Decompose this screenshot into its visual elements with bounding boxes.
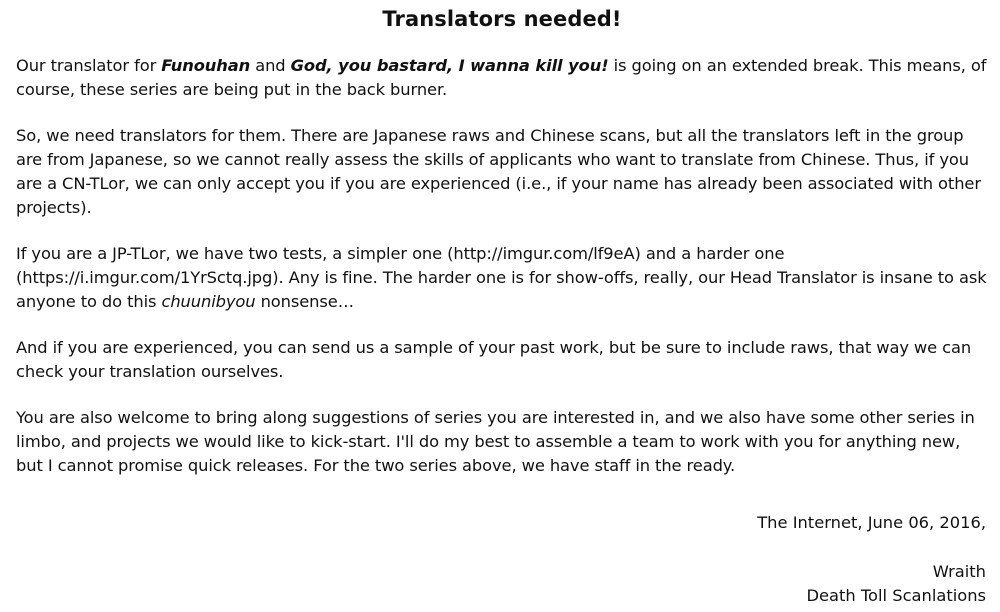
paragraph-text: Our translator for [16, 56, 162, 75]
paragraph-text: nonsense… [255, 292, 354, 311]
paragraph-experienced-samples: And if you are experienced, you can send us a sample of your past work, but be sure to include raws, that way we can check your translation ourselves. [16, 338, 972, 381]
signature-block [806, 560, 986, 608]
paragraph-text: is going on an extended break. This means, of course, these series are being put in the back burner. [16, 56, 987, 99]
signature-name: Wraith [932, 562, 986, 581]
paragraph-suggestions: You are also welcome to bring along suggestions of series you are interested in, and we also have some other series in limbo, and projects we would like to kick-start. I'll do my best to assemble a team to work with you for anything new, but I cannot promise quick releases. For the two series above, we have staff in the ready. [16, 408, 975, 475]
series-title-god-you-bastard: God, you bastard, I wanna kill you! [290, 56, 609, 75]
dateline: The Internet, June 06, 2016, [757, 513, 986, 532]
paragraph-text: and [250, 56, 291, 75]
term-chuunibyou: chuunibyou [161, 292, 256, 311]
paragraph-text: If you are a JP-TLor, we have two tests, a simpler one (http://imgur.com/lf9eA) and a harder one (https://i.imgur.com/1YrSctq.jpg). Any is fine. The harder one is for show-offs, really, our Head Translator is insane to ask anyone to do this [16, 244, 987, 311]
page-title: Translators needed! [382, 7, 622, 31]
paragraph-jp-tests [16, 242, 988, 314]
signature-group: Death Toll Scanlations [806, 586, 986, 605]
series-title-funouhan: Funouhan [161, 56, 251, 75]
paragraph-cn-translators: So, we need translators for them. There are Japanese raws and Chinese scans, but all the translators left in the group are from Japanese, so we cannot really assess the skills of applicants who want to translate from Chinese. Thus, if you are a CN-TLor, we can only accept you if you are experienced (i.e., if your name has already been associated with other projects). [16, 126, 981, 217]
paragraph-break-notice [16, 54, 988, 102]
